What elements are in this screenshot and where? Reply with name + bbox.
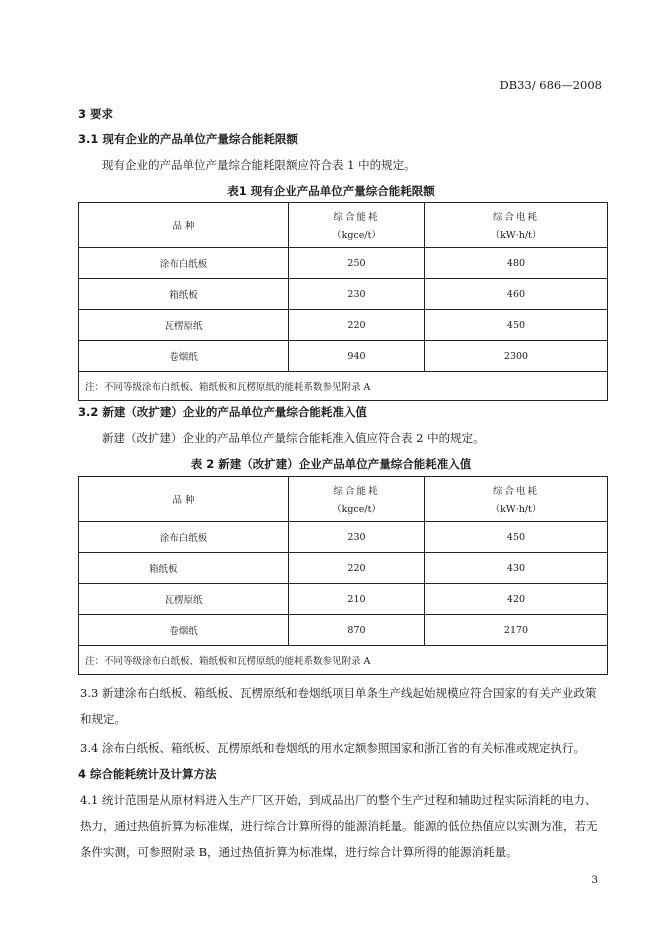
table-1-caption: 表1 现有企业产品单位产量综合能耗限额: [227, 184, 435, 198]
table-cell-power: 460: [425, 279, 608, 310]
section-3-1-title: 3.1 现有企业的产品单位产量综合能耗限额: [78, 132, 298, 146]
table-2-caption: 表 2 新建（改扩建）企业产品单位产量综合能耗准入值: [190, 457, 472, 471]
table-cell-energy: 220: [289, 553, 425, 584]
table-1-header-power-unit: （kW·h/t）: [490, 230, 542, 241]
document-number: DB33/ 686—2008: [499, 78, 602, 92]
section-3-4-text: 3.4 涂布白纸板、箱纸板、瓦楞原纸和卷烟纸的用水定额参照国家和浙江省的有关标准或规定执行。: [80, 741, 585, 755]
table-2-header-energy-unit: （kgce/t）: [332, 504, 381, 515]
section-3-2-text: 新建（改扩建）企业的产品单位产量综合能耗准入值应符合表 2 中的规定。: [102, 431, 485, 445]
page-number: 3: [591, 874, 598, 886]
table-1-header-variety: 品 种: [79, 203, 289, 248]
table-1-header-energy-label: 综合能耗: [333, 212, 380, 223]
section-3-1-text: 现有企业的产品单位产量综合能耗限额应符合表 1 中的规定。: [102, 158, 416, 172]
table-1-header-energy: [289, 203, 425, 248]
table-2-header-power: [425, 477, 608, 522]
table-cell-energy: 220: [289, 310, 425, 341]
table-cell-energy: 940: [289, 341, 425, 372]
section-3-3-text: 3.3 新建涂布白纸板、箱纸板、瓦楞原纸和卷烟纸项目单条生产线起始规模应符合国家的有关产业政策和规定。: [80, 686, 597, 726]
table-cell-energy: 870: [289, 615, 425, 646]
table-cell-variety: 箱纸板: [79, 279, 289, 310]
section-3-2-title: 3.2 新建（改扩建）企业的产品单位产量综合能耗准入值: [78, 405, 367, 419]
table-cell-power: 450: [425, 522, 608, 553]
table-cell-power: 450: [425, 310, 608, 341]
table-2-note: 注：不同等级涂布白纸板、箱纸板和瓦楞原纸的能耗系数参见附录 A: [79, 646, 608, 675]
table-1-header-energy-unit: （kgce/t）: [332, 230, 381, 241]
table-1-header-power: [425, 203, 608, 248]
section-4-1-text: 4.1 统计范围是从原材料进入生产厂区开始，到成品出厂的整个生产过程和辅助过程实际消耗的电力、热力，通过热值折算为标准煤，进行综合计算所得的能源消耗量。能源的低位热值应以实测为准，若无条件实测，可参照附录 B，通过热值折算为标准煤，进行综合计算所得的能源消耗量。: [80, 793, 598, 859]
table-cell-power: 2300: [425, 341, 608, 372]
table-row: [79, 279, 608, 310]
table-row: [79, 615, 608, 646]
table-row: [79, 248, 608, 279]
table-2-header-energy-label: 综合能耗: [333, 486, 380, 497]
table-cell-power: 2170: [425, 615, 608, 646]
table-cell-power: 420: [425, 584, 608, 615]
table-cell-power: 430: [425, 553, 608, 584]
table-1: [78, 202, 608, 401]
table-1-note-row: [79, 372, 608, 401]
table-cell-variety: 涂布白纸板: [79, 522, 289, 553]
table-1-note: 注：不同等级涂布白纸板、箱纸板和瓦楞原纸的能耗系数参见附录 A: [79, 372, 608, 401]
table-cell-variety: 卷烟纸: [79, 615, 289, 646]
table-row: [79, 584, 608, 615]
table-cell-energy: 250: [289, 248, 425, 279]
table-row: [79, 341, 608, 372]
table-row: [79, 553, 608, 584]
table-2-header-variety: 品 种: [79, 477, 289, 522]
table-2-header-row: [79, 477, 608, 522]
table-row: [79, 310, 608, 341]
section-3-title: 3 要求: [78, 107, 114, 121]
table-cell-power: 480: [425, 248, 608, 279]
table-cell-variety: 瓦楞原纸: [79, 584, 289, 615]
section-4-title: 4 综合能耗统计及计算方法: [78, 767, 217, 781]
table-cell-energy: 210: [289, 584, 425, 615]
table-1-header-row: [79, 203, 608, 248]
table-cell-energy: 230: [289, 522, 425, 553]
table-cell-variety: 瓦楞原纸: [79, 310, 289, 341]
table-2: [78, 476, 608, 675]
table-cell-energy: 230: [289, 279, 425, 310]
table-1-header-power-label: 综合电耗: [492, 212, 539, 223]
table-cell-variety: 卷烟纸: [79, 341, 289, 372]
table-2-header-power-label: 综合电耗: [492, 486, 539, 497]
table-row: [79, 522, 608, 553]
table-2-header-energy: [289, 477, 425, 522]
table-2-note-row: [79, 646, 608, 675]
table-cell-variety: 涂布白纸板: [79, 248, 289, 279]
table-2-header-power-unit: （kW·h/t）: [490, 504, 542, 515]
table-cell-variety: 箱纸板: [79, 553, 289, 584]
